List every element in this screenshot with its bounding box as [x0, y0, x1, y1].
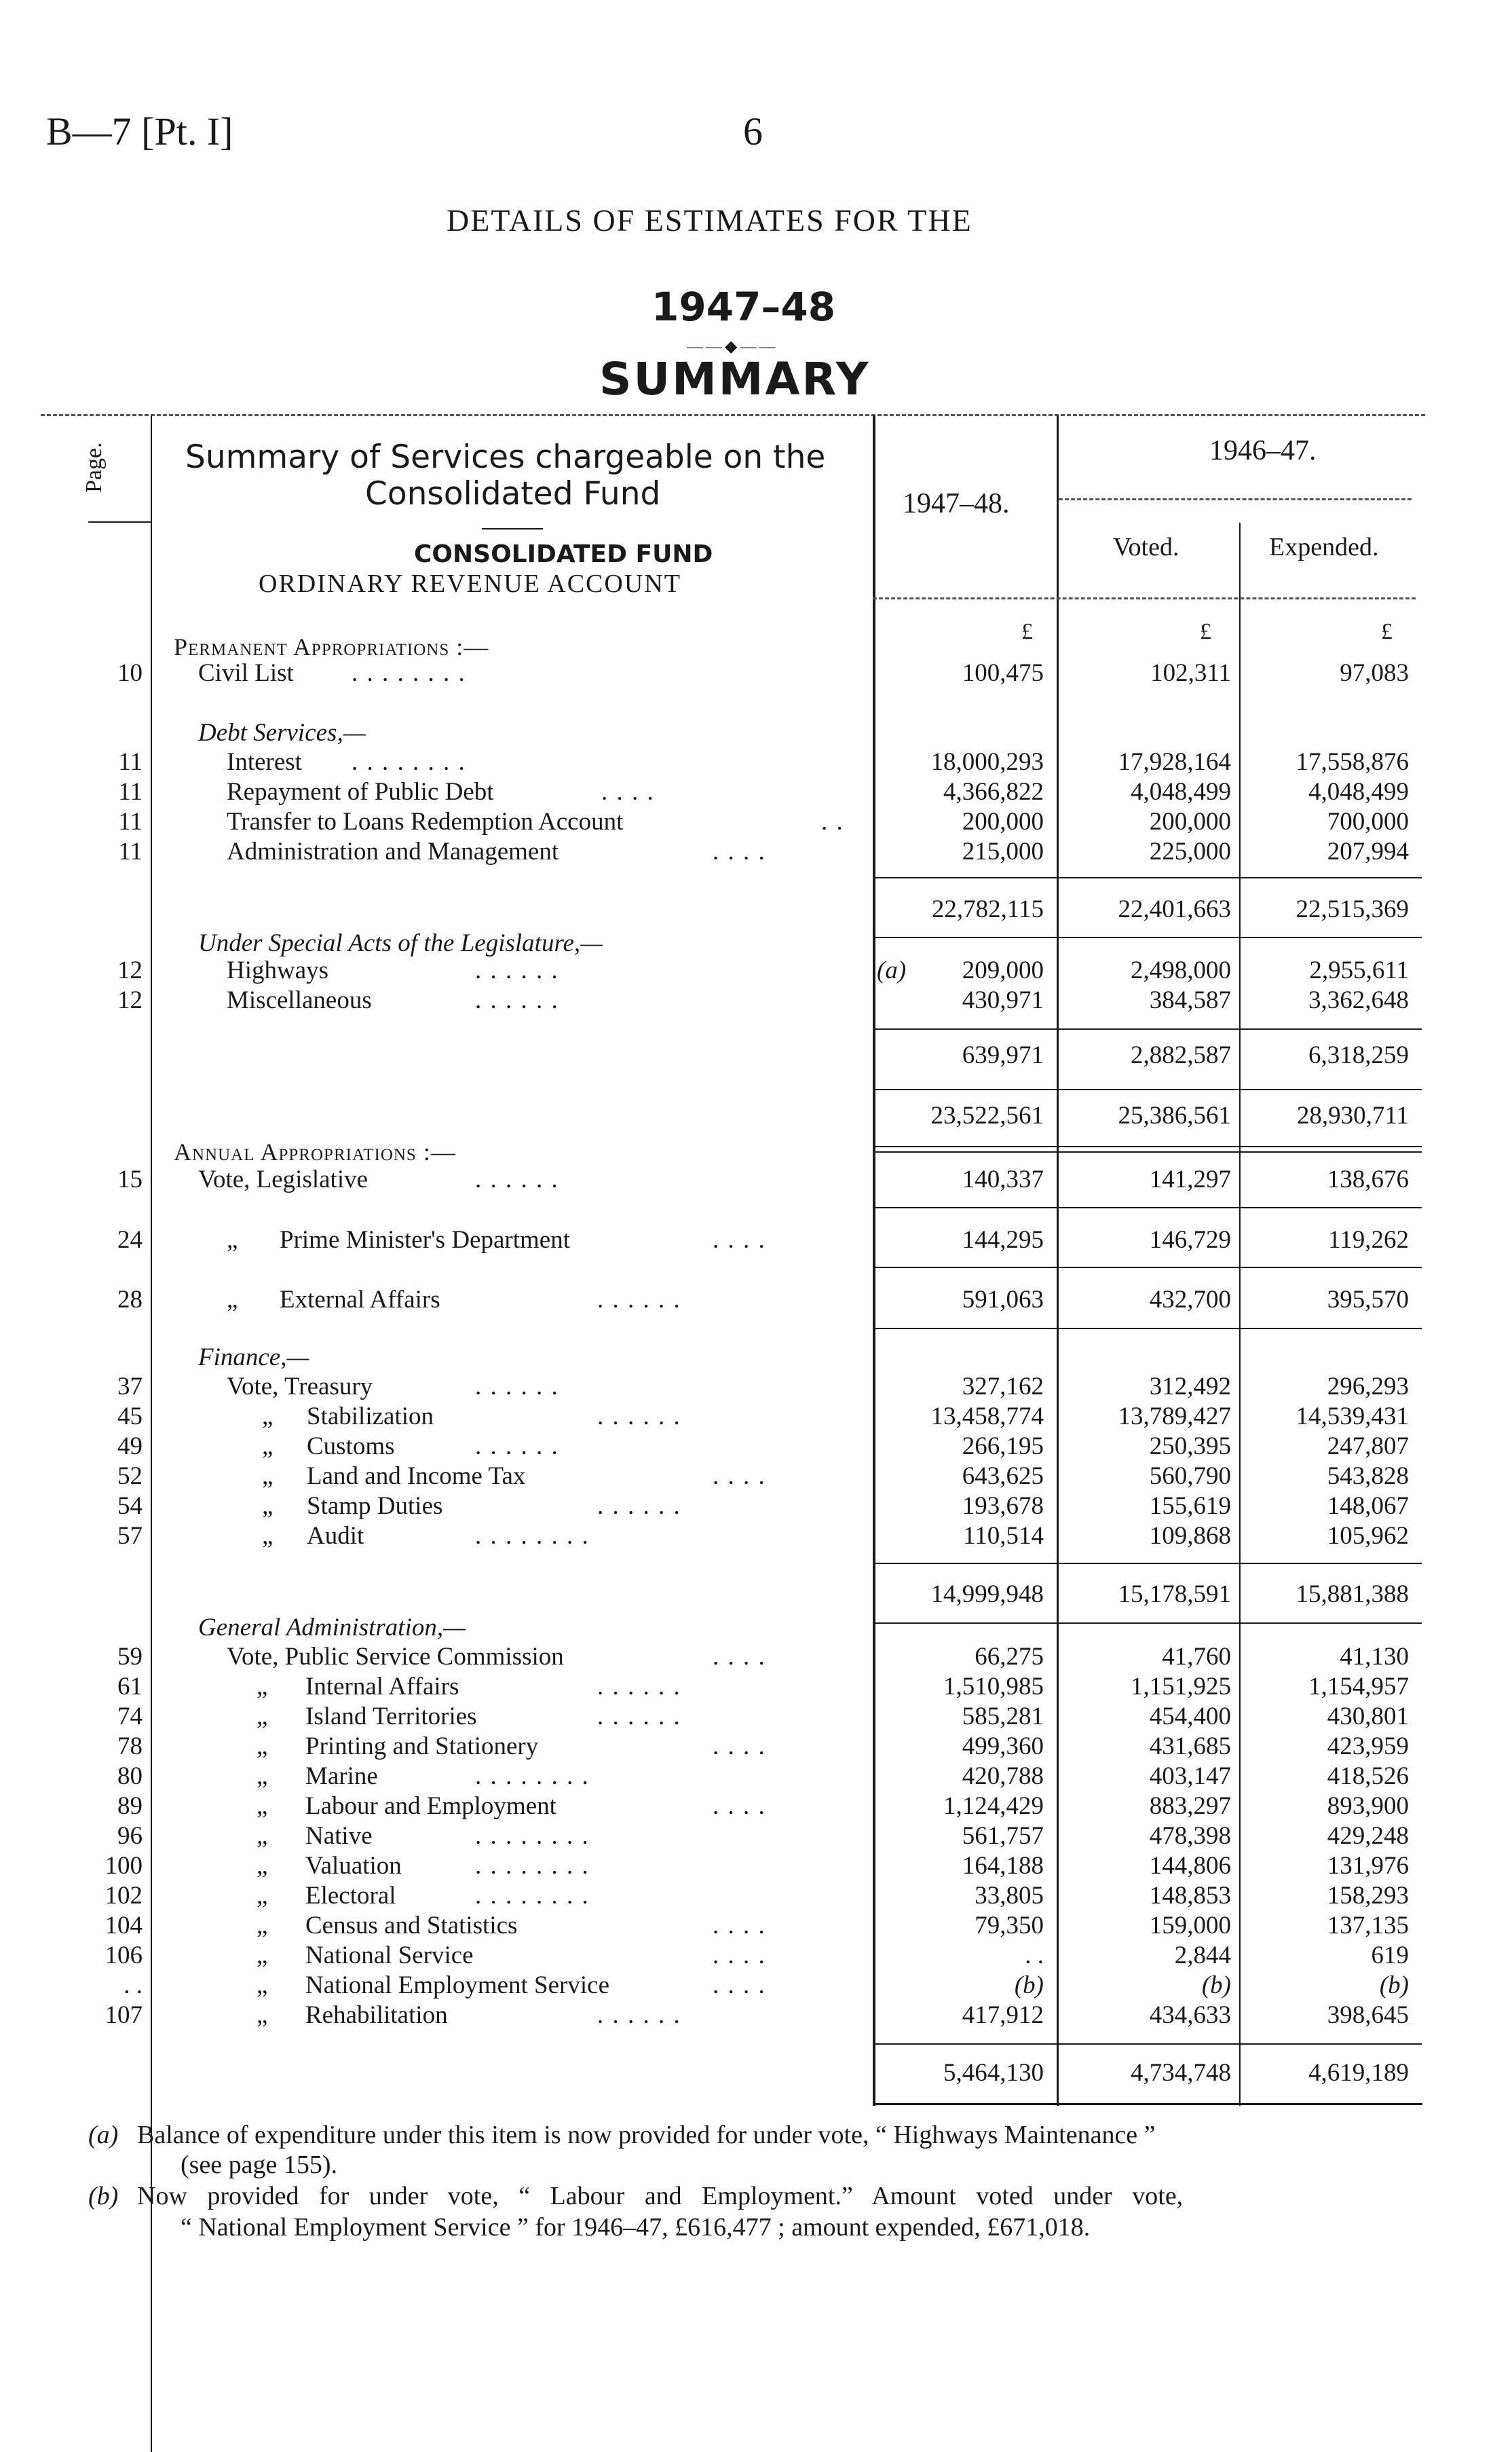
- table-row: 49 „ Customs . . . . . . 266,195 250,395 247,807: [117, 1432, 1409, 1460]
- table-row: 59 Vote, Public Service Commission . . . . 66,275 41,760 41,130: [117, 1643, 1409, 1671]
- row-rule: [875, 1328, 1422, 1329]
- footnote-a-text-cont: (see page 155).: [181, 2151, 338, 2179]
- table-row: 57 „ Audit . . . . . . . . 110,514 109,868 105,962: [117, 1522, 1409, 1550]
- description-header-line1: Summary of Services chargeable on the: [185, 439, 826, 476]
- page-header-underline: [88, 521, 151, 523]
- table-row: . . „ National Employment Service . . . . (b) (b) (b): [124, 1971, 1409, 1999]
- section-permanent-appropriations: Permanent Appropriations :—: [174, 633, 489, 661]
- consolidated-fund-heading: CONSOLIDATED FUND: [414, 540, 713, 568]
- currency-symbol: £: [1381, 619, 1393, 644]
- summary-heading: SUMMARY: [599, 353, 871, 405]
- table-row: 74 „ Island Territories . . . . . . 585,281 454,400 430,801: [117, 1703, 1409, 1730]
- table-row: 24 „ Prime Minister's Department . . . . 144,295 146,729 119,262: [117, 1226, 1409, 1254]
- table-bottom-rule: [873, 2103, 1422, 2105]
- currency-symbol: £: [1200, 619, 1211, 644]
- table-row: 78 „ Printing and Stationery . . . . 499,360 431,685 423,959: [117, 1732, 1409, 1760]
- year-heading: 1947–48: [651, 284, 836, 330]
- table-row: 11 Transfer to Loans Redemption Account . . 200,000 200,000 700,000: [118, 808, 1409, 836]
- table-row: 12 Highways . . . . . . (a) 209,000 2,498,000 2,955,611: [117, 956, 1409, 984]
- table-row: 102 „ Electoral . . . . . . . . 33,805 148,853 158,293: [105, 1882, 1409, 1910]
- table-row: 11 Repayment of Public Debt . . . . 4,366,822 4,048,499 4,048,499: [118, 778, 1409, 806]
- page-reference: B—7 [Pt. I]: [46, 109, 233, 153]
- fund-rule: [482, 528, 543, 530]
- page-number: 6: [743, 109, 763, 153]
- table-row: 11 Interest . . . . . . . . 18,000,293 17,928,164 17,558,876: [118, 748, 1409, 776]
- subtotal-rule: [875, 1089, 1422, 1090]
- total-rule: [875, 1151, 1422, 1153]
- table-row: 104 „ Census and Statistics . . . . 79,350 159,000 137,135: [105, 1912, 1409, 1939]
- table-row: 89 „ Labour and Employment . . . . 1,124,429 883,297 893,900: [117, 1792, 1409, 1820]
- table-row: 52 „ Land and Income Tax . . . . 643,625 560,790 543,828: [117, 1462, 1409, 1490]
- table-row: 107 „ Rehabilitation . . . . . . 417,912 434,633 398,645: [105, 2001, 1409, 2029]
- total-rule: [875, 1146, 1422, 1147]
- header-bottom-rule: [873, 597, 1416, 599]
- section-debt-services: Debt Services,—: [198, 719, 366, 747]
- description-header-line2: Consolidated Fund: [365, 475, 661, 513]
- footnote-a-mark: (a): [88, 2121, 119, 2149]
- subtotal-rule: [875, 1028, 1422, 1030]
- table-row: 10 Civil List . . . . . . . . 100,475 102,311 97,083: [117, 659, 1409, 687]
- column-group-header-1946-47: 1946–47.: [1209, 435, 1317, 466]
- currency-symbol: £: [1021, 619, 1033, 644]
- table-row: 11 Administration and Management . . . . 215,000 225,000 207,994: [118, 838, 1409, 866]
- table-row: 106 „ National Service . . . . . . 2,844 619: [105, 1942, 1409, 1969]
- row-rule: [875, 1207, 1422, 1208]
- table-row: 100 „ Valuation . . . . . . . . 164,188 144,806 131,976: [105, 1852, 1409, 1880]
- subtotal-rule: [875, 877, 1422, 878]
- table-row: 45 „ Stabilization . . . . . . 13,458,774 13,789,427 14,539,431: [117, 1403, 1409, 1430]
- section-finance: Finance,—: [198, 1343, 309, 1371]
- table-row: 96 „ Native . . . . . . . . 561,757 478,398 429,248: [117, 1822, 1409, 1850]
- row-rule: [875, 1267, 1422, 1268]
- subtotal-rule: [875, 937, 1422, 938]
- section-annual-appropriations: Annual Appropriations :—: [174, 1138, 456, 1166]
- table-row: 28 „ External Affairs . . . . . . 591,063 432,700 395,570: [117, 1286, 1409, 1314]
- table-row: 15 Vote, Legislative . . . . . . 140,337 141,297 138,676: [117, 1166, 1409, 1193]
- table-top-rule: [41, 414, 1425, 416]
- subtotal-rule: [875, 1563, 1422, 1564]
- table-row: 37 Vote, Treasury . . . . . . 327,162 312,492 296,293: [117, 1373, 1409, 1400]
- section-general-administration: General Administration,—: [198, 1614, 466, 1641]
- footnote-b-text: Now provided for under vote, “ Labour and Employment.” Amount voted under vote,: [137, 2182, 1184, 2210]
- footnote-b-text-cont: “ National Employment Service ” for 1946–47, £616,477 ; amount expended, £671,018.: [181, 2213, 1091, 2242]
- page-column-header: Page.: [81, 442, 107, 493]
- subtotal-rule: [875, 2043, 1422, 2045]
- table-row: 80 „ Marine . . . . . . . . 420,788 403,147 418,526: [117, 1762, 1409, 1790]
- ordinary-revenue-heading: ORDINARY REVENUE ACCOUNT: [259, 570, 681, 598]
- column-header-voted: Voted.: [1113, 533, 1179, 561]
- page-title: DETAILS OF ESTIMATES FOR THE: [447, 203, 972, 238]
- column-header-expended: Expended.: [1269, 533, 1379, 561]
- column-header-1947-48: 1947–48.: [903, 488, 1010, 519]
- section-special-acts: Under Special Acts of the Legislature,—: [198, 929, 603, 957]
- table-row: 12 Miscellaneous . . . . . . 430,971 384,587 3,362,648: [117, 986, 1409, 1014]
- table-row: 61 „ Internal Affairs . . . . . . 1,510,985 1,151,925 1,154,957: [117, 1673, 1409, 1701]
- table-row: 54 „ Stamp Duties . . . . . . 193,678 155,619 148,067: [117, 1492, 1409, 1520]
- footnote-a-text: Balance of expenditure under this item is now provided for under vote, “ Highways Maintenance ”: [137, 2121, 1156, 2149]
- group-header-rule: [1059, 498, 1412, 500]
- footnote-b-mark: (b): [88, 2182, 119, 2210]
- ornament-divider: ——◆——: [687, 338, 778, 356]
- subtotal-rule: [875, 1622, 1422, 1624]
